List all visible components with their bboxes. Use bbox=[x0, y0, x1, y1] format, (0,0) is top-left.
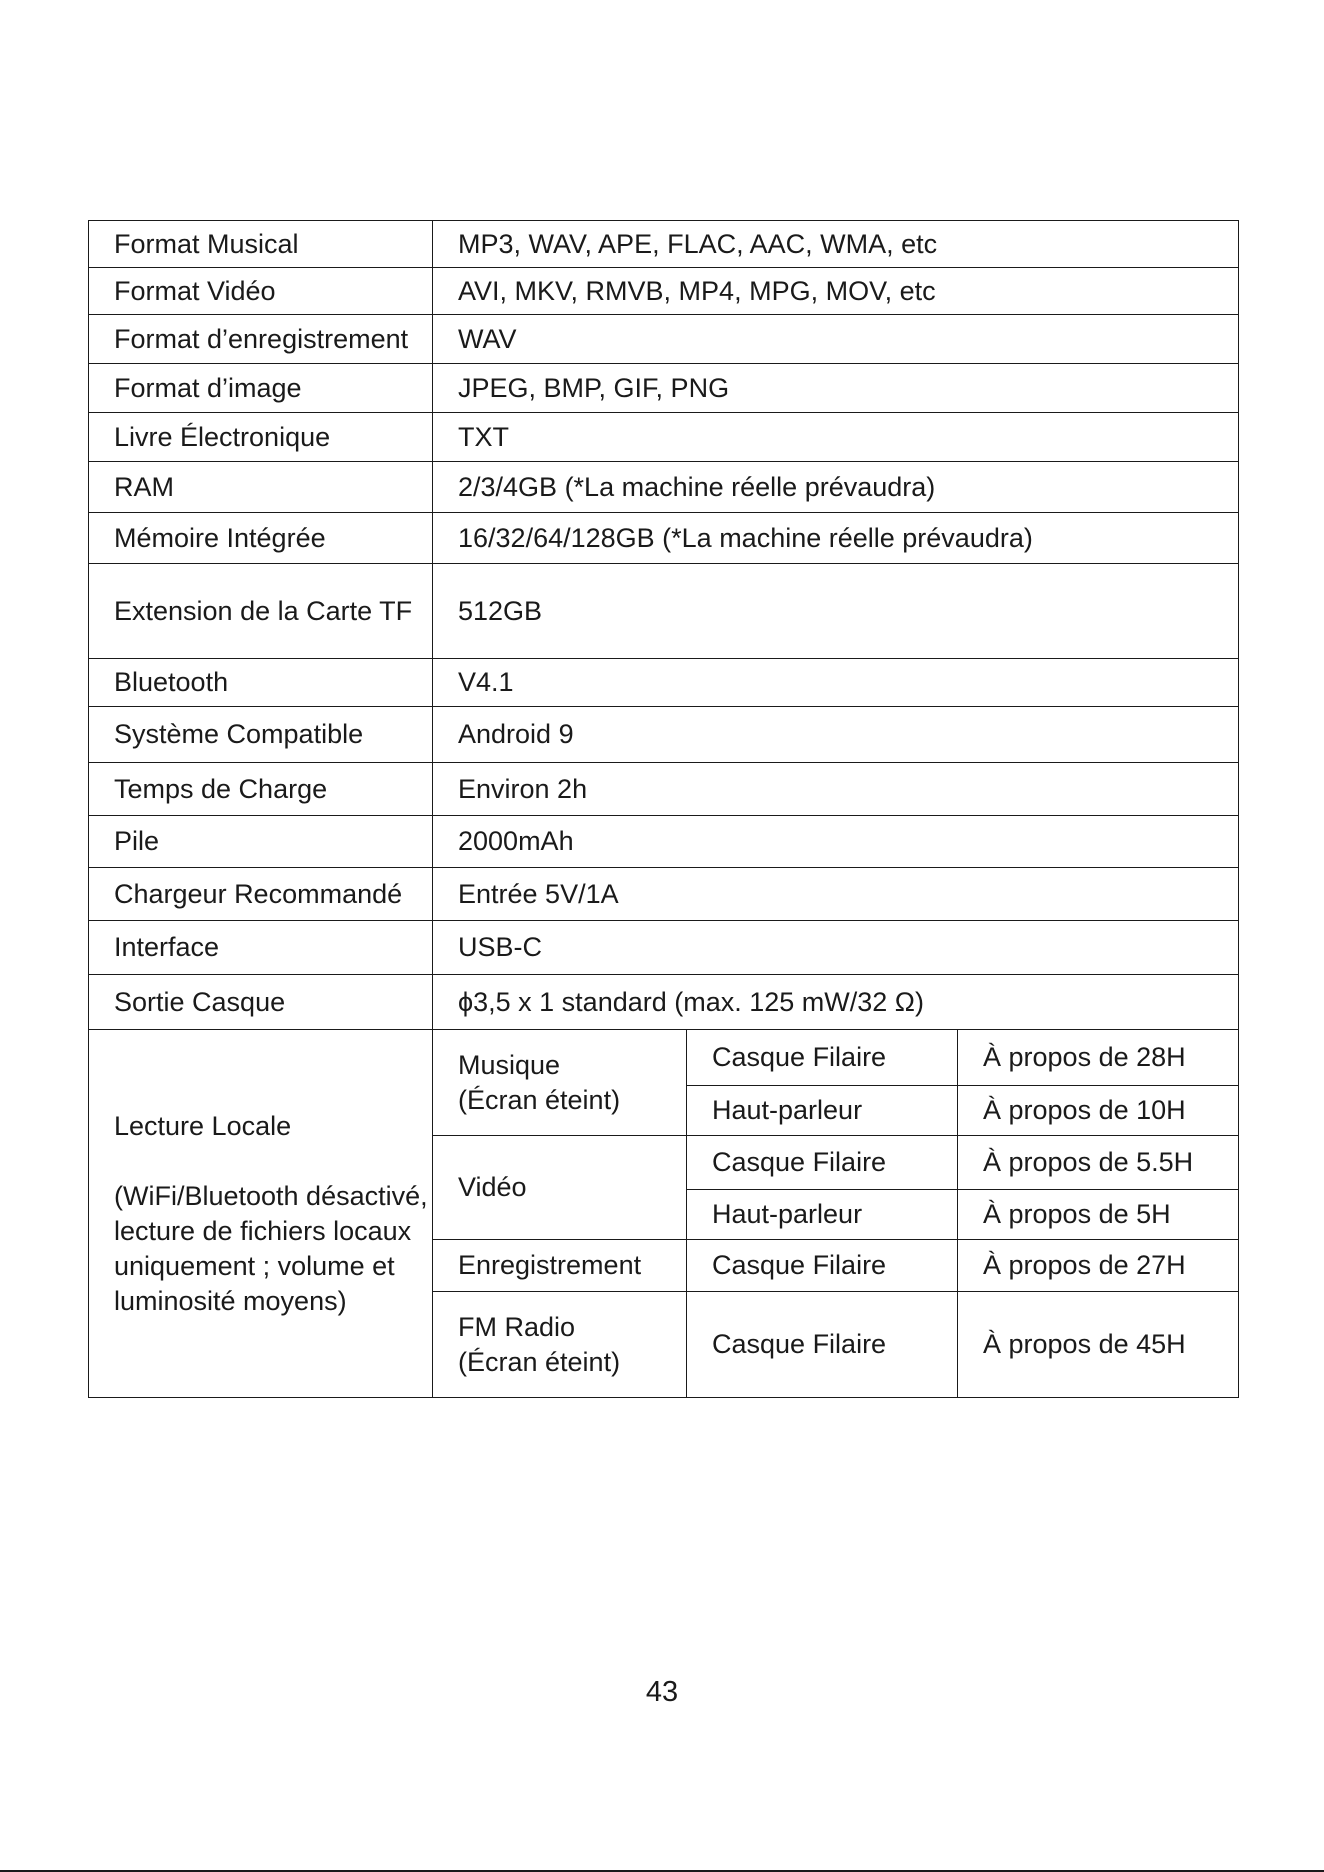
playback-mode: Enregistrement bbox=[433, 1240, 687, 1292]
spec-label: Pile bbox=[89, 816, 433, 868]
playback-mode: Musique (Écran éteint) bbox=[433, 1030, 687, 1136]
spec-value: 512GB bbox=[433, 564, 1239, 659]
spec-label: Extension de la Carte TF bbox=[89, 564, 433, 659]
spec-label: RAM bbox=[89, 462, 433, 513]
spec-row bbox=[89, 364, 1239, 413]
spec-value: MP3, WAV, APE, FLAC, AAC, WMA, etc bbox=[433, 221, 1239, 268]
spec-value: AVI, MKV, RMVB, MP4, MPG, MOV, etc bbox=[433, 268, 1239, 315]
battery-duration: À propos de 10H bbox=[958, 1086, 1239, 1136]
spec-label: Système Compatible bbox=[89, 707, 433, 763]
spec-label: Format d’image bbox=[89, 364, 433, 413]
output-device: Haut-parleur bbox=[687, 1086, 958, 1136]
playback-mode: FM Radio (Écran éteint) bbox=[433, 1292, 687, 1398]
spec-row bbox=[89, 221, 1239, 268]
spec-row bbox=[89, 462, 1239, 513]
spec-label: Sortie Casque bbox=[89, 975, 433, 1030]
spec-row bbox=[89, 564, 1239, 659]
spec-value: 2/3/4GB (*La machine réelle prévaudra) bbox=[433, 462, 1239, 513]
spec-value: USB-C bbox=[433, 921, 1239, 975]
spec-value: JPEG, BMP, GIF, PNG bbox=[433, 364, 1239, 413]
battery-duration: À propos de 5H bbox=[958, 1190, 1239, 1240]
battery-duration: À propos de 5.5H bbox=[958, 1136, 1239, 1190]
spec-row bbox=[89, 413, 1239, 462]
spec-value: Android 9 bbox=[433, 707, 1239, 763]
spec-label: Bluetooth bbox=[89, 659, 433, 707]
output-device: Casque Filaire bbox=[687, 1240, 958, 1292]
spec-value: V4.1 bbox=[433, 659, 1239, 707]
spec-row bbox=[89, 763, 1239, 816]
spec-label: Format d’enregistrement bbox=[89, 315, 433, 364]
spec-value: WAV bbox=[433, 315, 1239, 364]
spec-row bbox=[89, 816, 1239, 868]
spec-row bbox=[89, 315, 1239, 364]
spec-label: Format Musical bbox=[89, 221, 433, 268]
spec-row bbox=[89, 707, 1239, 763]
spec-label: Temps de Charge bbox=[89, 763, 433, 816]
battery-duration: À propos de 45H bbox=[958, 1292, 1239, 1398]
output-device: Casque Filaire bbox=[687, 1030, 958, 1086]
spec-label: Mémoire Intégrée bbox=[89, 513, 433, 564]
battery-duration: À propos de 27H bbox=[958, 1240, 1239, 1292]
spec-table bbox=[88, 220, 1239, 1398]
playback-row bbox=[89, 1030, 1239, 1086]
output-device: Casque Filaire bbox=[687, 1136, 958, 1190]
spec-row bbox=[89, 868, 1239, 921]
spec-row bbox=[89, 659, 1239, 707]
spec-row bbox=[89, 921, 1239, 975]
spec-label: Format Vidéo bbox=[89, 268, 433, 315]
battery-duration: À propos de 28H bbox=[958, 1030, 1239, 1086]
spec-row bbox=[89, 975, 1239, 1030]
page-number: 43 bbox=[645, 1676, 679, 1708]
spec-value: ϕ3,5 x 1 standard (max. 125 mW/32 Ω) bbox=[433, 975, 1239, 1030]
spec-label: Chargeur Recommandé bbox=[89, 868, 433, 921]
spec-value: Entrée 5V/1A bbox=[433, 868, 1239, 921]
output-device: Haut-parleur bbox=[687, 1190, 958, 1240]
playback-mode: Vidéo bbox=[433, 1136, 687, 1240]
spec-row bbox=[89, 268, 1239, 315]
spec-value: 2000mAh bbox=[433, 816, 1239, 868]
spec-row bbox=[89, 513, 1239, 564]
spec-value: 16/32/64/128GB (*La machine réelle prévaudra) bbox=[433, 513, 1239, 564]
output-device: Casque Filaire bbox=[687, 1292, 958, 1398]
spec-label: Interface bbox=[89, 921, 433, 975]
spec-label: Livre Électronique bbox=[89, 413, 433, 462]
spec-value: Environ 2h bbox=[433, 763, 1239, 816]
spec-value: TXT bbox=[433, 413, 1239, 462]
playback-label: Lecture Locale (WiFi/Bluetooth désactivé, lecture de fichiers locaux uniquement ; volume et luminosité moyens) bbox=[89, 1030, 433, 1398]
